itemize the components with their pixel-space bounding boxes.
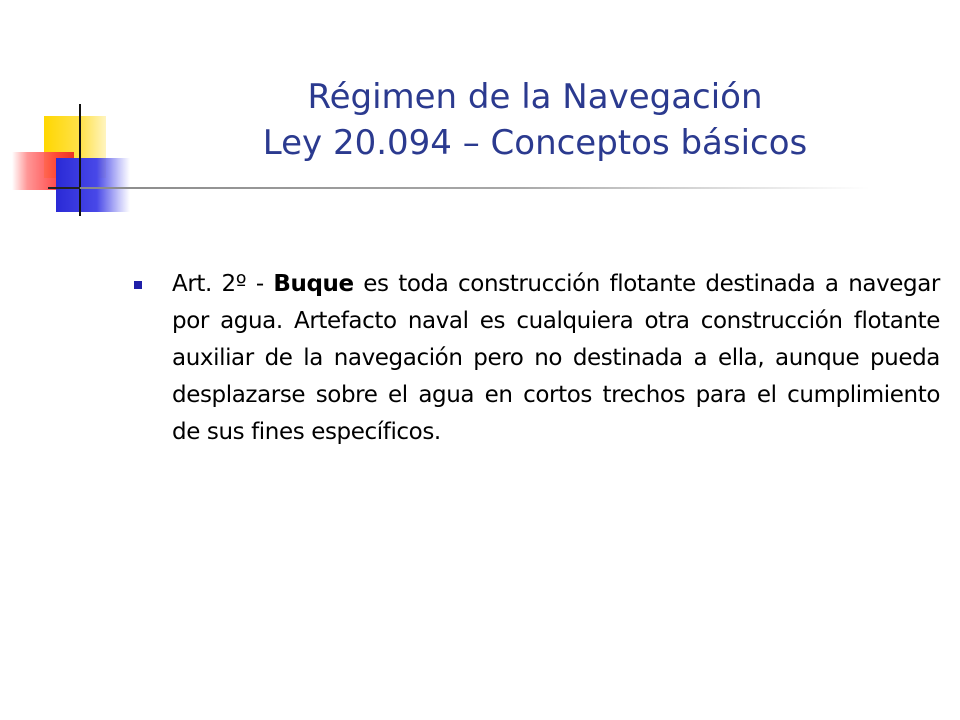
- title-underline-rule: [80, 187, 870, 189]
- article-definition: es toda construcción flotante destinada a navegar por agua. Artefacto naval es cualquiera otra construcción flotante auxiliar de la navegación pero no destinada a ella, aunque pueda desplazarse sobre el agua en cortos trechos para el cumplimiento de sus fines específicos.: [172, 271, 940, 445]
- decorative-vertical-line: [79, 104, 81, 216]
- slide-title-line-2: Ley 20.094 – Conceptos básicos: [262, 123, 808, 163]
- bold-term-buque: Buque: [273, 271, 354, 297]
- square-bullet-icon: [134, 281, 142, 289]
- slide-body: [134, 266, 940, 451]
- decorative-blue-square: [56, 158, 130, 212]
- bullet-text: [172, 266, 940, 451]
- article-prefix: Art. 2º -: [172, 271, 274, 297]
- bullet-item: [134, 266, 940, 451]
- slide-title: [130, 74, 940, 166]
- slide-title-line-1: Régimen de la Navegación: [307, 77, 763, 117]
